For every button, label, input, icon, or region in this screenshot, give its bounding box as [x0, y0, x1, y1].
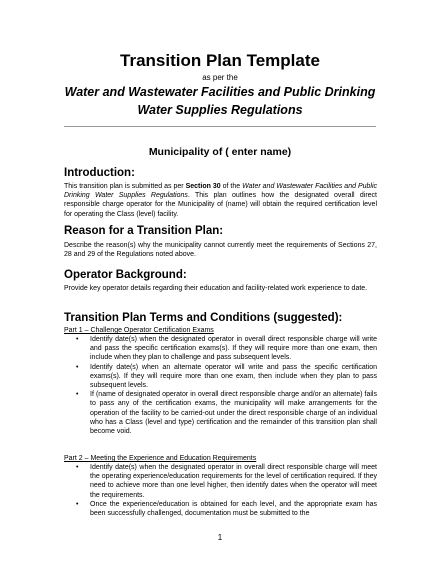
introduction-regulation-name: Water and Wastewater Facilities and Public Drinking Water Supplies Regulations [64, 183, 378, 200]
part-2-list [64, 463, 377, 518]
operator-background-heading: Operator Background: [64, 269, 187, 281]
list-item [64, 500, 377, 518]
list-item-text: Identify date(s) when an alternate operator will write and pass the specific certification exams(s). If they will require more than one exam, then include when they plan to pass subsequent levels. [90, 363, 377, 390]
part-1-title: Part 1 – Challenge Operator Certification Exams [64, 327, 214, 334]
introduction-section-ref: Section 30 [185, 183, 221, 190]
part-1-list [64, 335, 377, 436]
document-title: Transition Plan Template [120, 51, 320, 70]
bullet-icon: • [76, 464, 79, 471]
reason-heading: Reason for a Transition Plan: [64, 225, 224, 237]
as-per-text: as per the [202, 73, 238, 82]
list-item [64, 390, 377, 436]
list-item [64, 335, 377, 363]
municipality-heading: Municipality of ( enter name) [148, 146, 292, 158]
introduction-text-b: of the [220, 183, 243, 190]
introduction-heading: Introduction: [64, 167, 135, 179]
list-item-text: Once the experience/education is obtained for each level, and the appropriate exam has been successfully challenged, documentation must be submitted to the [90, 500, 377, 518]
bullet-icon: • [76, 391, 79, 399]
bullet-icon: • [76, 336, 79, 343]
subtitle-line-1: Water and Wastewater Facilities and Public Drinking [64, 85, 376, 99]
reason-paragraph: Describe the reason(s) why the municipality cannot currently meet the requirements of Sections 27, 28 and 29 of the Regulations noted above. [64, 242, 377, 259]
list-item [64, 363, 377, 391]
page-number: 1 [217, 533, 223, 542]
list-item [64, 463, 377, 500]
part-2-title: Part 2 – Meeting the Experience and Education Requirements [64, 455, 257, 462]
bullet-icon: • [76, 363, 79, 371]
list-item-text: Identify date(s) when the designated operator in overall direct responsible charge will meet the operating experience/education requirements for the level of certification required. If they need to achieve more than one level higher, then identify dates when the operator will meet the requirements. [90, 464, 377, 499]
terms-heading: Transition Plan Terms and Conditions (suggested): [64, 312, 343, 324]
introduction-text-a: This transition plan is submitted as per [64, 183, 186, 190]
introduction-paragraph [64, 182, 377, 219]
bullet-icon: • [76, 500, 79, 508]
operator-background-paragraph: Provide key operator details regarding their education and facility-related work experience to date. [64, 285, 368, 292]
introduction-text-c: . This plan outlines how the designated overall direct responsible charge operator for the Municipality of (name) will obtain the required certification level for operating the Class (level) facility. [64, 192, 377, 218]
subtitle-line-2: Water Supplies Regulations [137, 103, 303, 117]
title-divider [64, 126, 376, 127]
list-item-text: If (name of designated operator in overall direct responsible charge and/or an alternate) fails to pass any of the certification exams, the municipality will make arrangements for the operation of the facility to be carried-out under the direct responsible charge of an individual who has a Class (level and type) certification and the remainder of this transition plan shall become void. [90, 391, 377, 436]
document-subtitle [40, 83, 400, 119]
list-item-text: Identify date(s) when the designated operator in overall direct responsible charge will write and pass the specific certification exams(s). If they will require more than one exam, then include when they plan to challenge and pass subsequent levels. [90, 336, 377, 362]
